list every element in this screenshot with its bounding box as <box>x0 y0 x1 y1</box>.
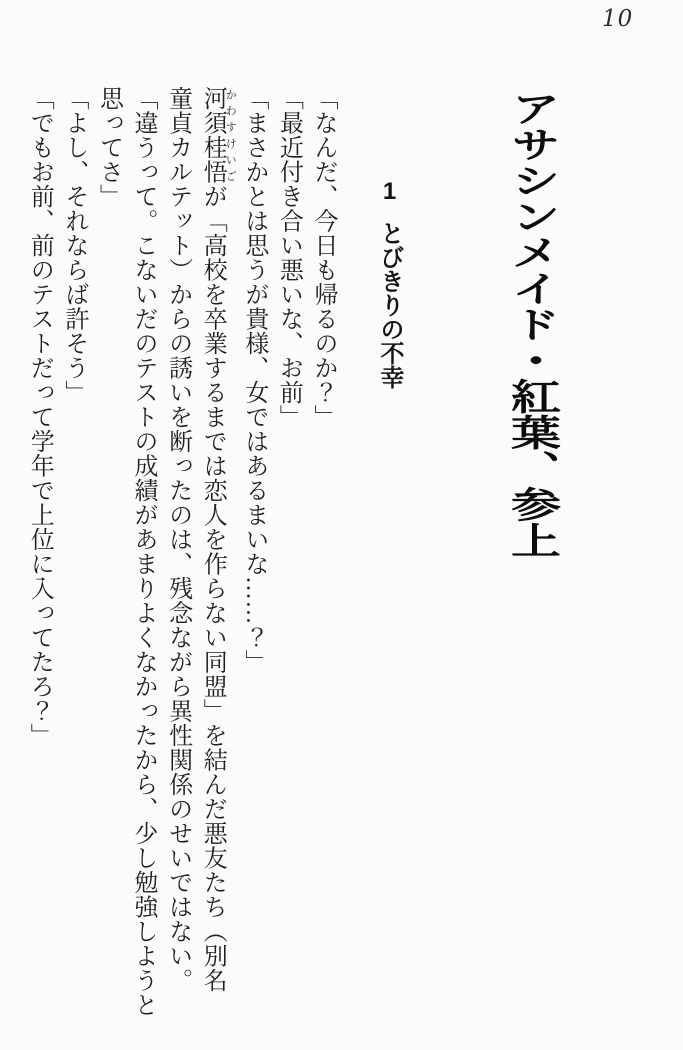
text-column: 河須 かわす桂悟 けいごが「高校を卒業するまでは恋人を作らない同盟」を結んだ悪友たち（別名 <box>199 86 237 993</box>
page-number: 10 <box>602 6 634 32</box>
text-column: 思ってさ」 <box>95 86 122 209</box>
ruby-annotated-name: 桂悟 けいご <box>199 135 237 184</box>
text-column: 「なんだ、今日も帰るのか？」 <box>310 86 336 429</box>
text-column: 「でもお前、前のテストだって学年で上位に入ってたろ？」 <box>26 86 53 748</box>
text-column: 「まさかとは思うが貴様、女ではあるまいな……？」 <box>240 86 267 674</box>
text-column: 「よし、それならば許そう」 <box>60 86 87 405</box>
text-column: 「違うって。こないだのテストの成績があまりよくなかったから、少し勉強しようと <box>130 86 157 1017</box>
text-column: 「最近付き合い悪いな、お前」 <box>275 86 302 429</box>
section-title: とびきりの不幸 <box>376 221 403 389</box>
section-heading <box>375 0 403 1050</box>
body-text <box>22 0 340 1050</box>
chapter-title: アサシンメイド・紅葉、参上 <box>504 90 560 558</box>
section-number: 1 <box>376 178 403 205</box>
text-column: 童貞カルテット）からの誘いを断ったのは、残念ながら異性関係のせいではない。 <box>164 86 191 993</box>
ruby-annotated-name: 河須 かわす <box>199 86 237 135</box>
